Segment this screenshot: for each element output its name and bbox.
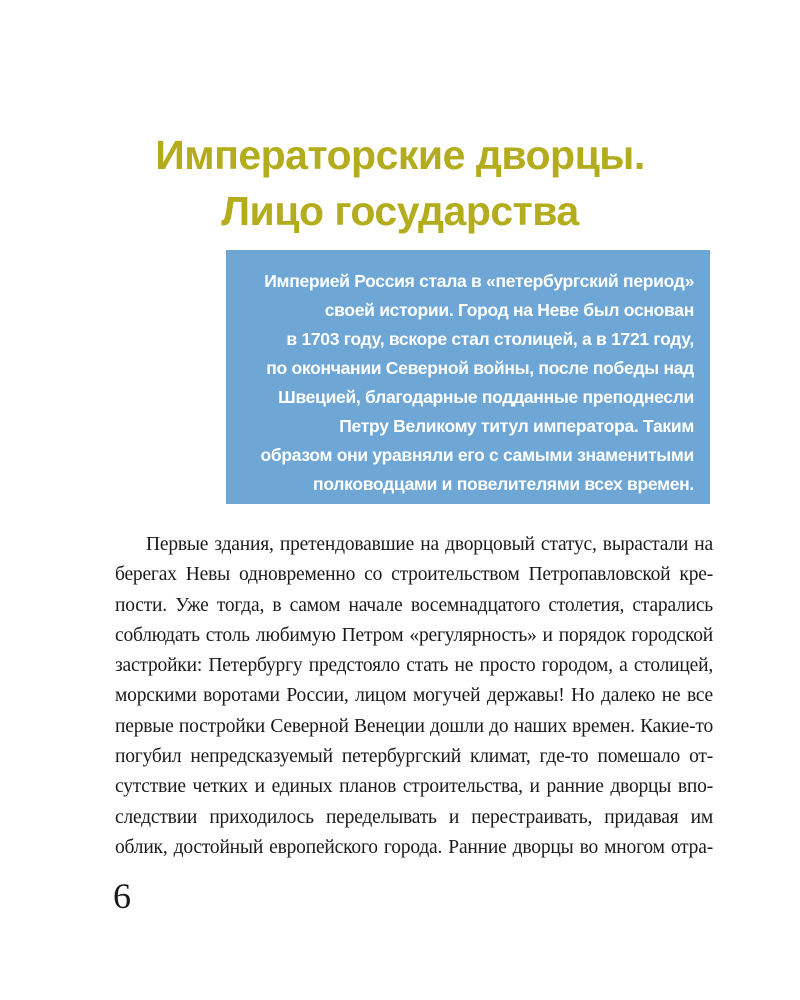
lead-line: Швецией, благодарные подданные преподнесли bbox=[278, 387, 694, 407]
lead-line: в 1703 году, вскоре стал столицей, а в 1721 году, bbox=[286, 329, 694, 349]
body-line: погубил непредсказуемый петербургский климат, где-то помешало от- bbox=[115, 746, 713, 768]
lead-line: по окончании Северной войны, после победы над bbox=[266, 358, 694, 378]
body-line: следствии приходилось переделывать и перестраивать, придавая им bbox=[115, 806, 713, 828]
lead-line: Империей Россия стала в «петербургский период» bbox=[264, 271, 694, 291]
chapter-title bbox=[100, 127, 700, 239]
body-line: соблюдать столь любимую Петром «регулярность» и порядок городской bbox=[115, 624, 713, 646]
page-number: 6 bbox=[113, 876, 131, 916]
body-line: сутствие четких и единых планов строительства, и ранние дворцы впо- bbox=[115, 776, 713, 798]
body-paragraph bbox=[115, 530, 713, 863]
lead-line: полководцами и повелителями всех времен. bbox=[313, 474, 694, 494]
body-line: Первые здания, претендовавшие на дворцовый статус, вырастали на bbox=[146, 534, 713, 555]
lead-line: Петру Великому титул императора. Таким bbox=[339, 416, 694, 436]
body-line: морскими воротами России, лицом могучей державы! Но далеко не все bbox=[115, 685, 713, 707]
chapter-title-line-1: Императорские дворцы. bbox=[155, 132, 645, 179]
chapter-title-line-2: Лицо государства bbox=[221, 188, 579, 235]
lead-line: образом они уравняли его с самыми знаменитыми bbox=[260, 445, 694, 465]
body-line: берегах Невы одновременно со строительством Петропавловской кре- bbox=[115, 564, 713, 586]
body-line: первые постройки Северной Венеции дошли до наших времен. Какие-то bbox=[115, 715, 713, 737]
body-line: пости. Уже тогда, в самом начале восемнадцатого столетия, старались bbox=[115, 594, 713, 616]
lead-paragraph-box bbox=[226, 250, 710, 504]
body-line: облик, достойный европейского города. Ранние дворцы во многом отра- bbox=[115, 836, 713, 858]
lead-line: своей истории. Город на Неве был основан bbox=[324, 300, 694, 320]
body-line: застройки: Петербургу предстояло стать не просто городом, а столицей, bbox=[115, 655, 713, 677]
